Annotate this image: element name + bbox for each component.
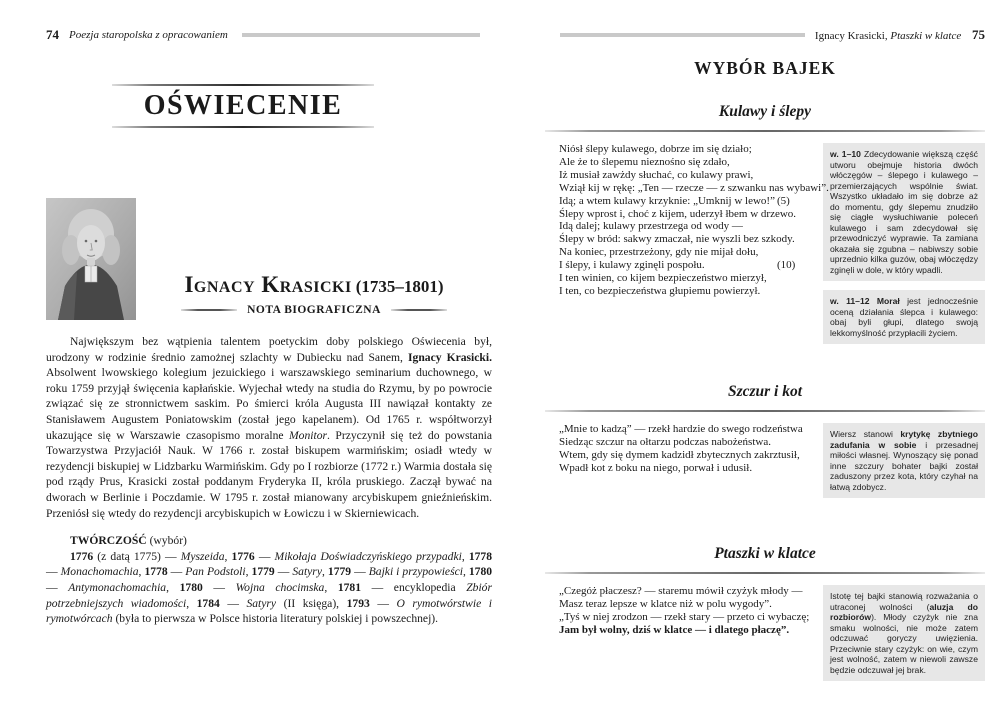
right-page-header (545, 28, 985, 42)
running-head-author: Ignacy Krasicki, (814, 30, 888, 42)
text-segment: w. 1–10 (830, 149, 864, 159)
text-segment: , (186, 596, 197, 610)
text-segment: 1779 (327, 565, 352, 579)
header-rule (560, 33, 805, 37)
poem-line-text: I ten, co bezpieczeństwa głupiemu powierzył. (559, 284, 761, 297)
fable-rule (545, 130, 985, 132)
text-segment: — (167, 565, 186, 579)
poem-line-text: I ten winien, co kijem bezpieczeństwo mierzył, (559, 272, 767, 285)
fable-title: Szczur i kot (727, 383, 803, 400)
biography-paragraph (46, 334, 492, 521)
text-segment: 1779 (251, 565, 275, 579)
text-segment: , (245, 565, 252, 579)
poem-line-text: Idą dalej; kulawy przestrzega od wody — (559, 220, 743, 233)
page-number: 75 (972, 27, 985, 42)
margin-notes (823, 423, 985, 507)
text-segment: . Przyczynił się też do powstania Towarzystwa Przyjaciół Nauk. W 1766 r. został biskupem warmińskim; osiadł wtedy w rezydencji biskupiej w Lidzbarku Warmińskim. Gdy po I rozbiorze (1772 r.) Warmia dostała się pod rządy Prus, Krasicki został poddanym Fryderyka II, króla pruskiego. Zaczął bywać na dworach w Berlinie i Poczdamie. W 1795 r. został mianowany arcybiskupem gnieźnieńskim. Przeniósł się wtedy do rezydencji arcybiskupich w Łowiczu i w Skierniewicach. (46, 428, 492, 520)
text-segment: — (46, 580, 69, 594)
text-segment: krytykę zbytniego zadufania w sobie (830, 429, 978, 450)
text-segment: 1778 (468, 549, 493, 563)
works-list (46, 549, 492, 627)
author-name-line (136, 272, 492, 298)
running-head (815, 27, 985, 43)
author-name: Ignacy Krasicki (184, 272, 352, 297)
poem-line (559, 436, 815, 449)
right-page (545, 28, 985, 690)
chapter-title: OŚWIECENIE (143, 90, 343, 121)
text-segment: — (202, 580, 236, 594)
text-segment: Monitor (289, 428, 328, 442)
text-segment: — (46, 565, 61, 579)
header-rule (242, 33, 480, 37)
works-heading (46, 533, 492, 549)
text-segment: Istotę tej bajki stanowią rozważania o utraconej wolności ( (830, 591, 978, 612)
section-title: WYBÓR BAJEK (694, 58, 836, 78)
poem-line-text: „Mnie to kadzą” — rzekł hardzie do swego rodzeństwa (559, 423, 803, 435)
author-block (136, 198, 492, 320)
chapter-rule-top (112, 84, 374, 86)
fable-rule (545, 572, 985, 574)
text-segment: 1781 (337, 580, 362, 594)
poem-line (559, 423, 815, 436)
poem-line-text: Iż musiał zawżdy słuchać, co kulawy prawi, (559, 168, 754, 181)
fable-body (545, 423, 985, 507)
poem-line (559, 624, 815, 637)
poem-line (559, 585, 815, 598)
book-title: Poezja staropolska z opracowaniem (69, 29, 228, 41)
text-segment: jest jednocześnie oceną działania ślepca i kulawego: obaj byli głupi, dlatego swoją lekkomyślność przypłacili życiem. (830, 296, 978, 338)
author-years: (1735–1801) (355, 277, 444, 296)
text-segment: (wybór) (146, 534, 187, 548)
margin-notes (823, 143, 985, 353)
poem-line (559, 208, 815, 221)
poem (545, 585, 815, 637)
text-segment: Zbiór potrzebniejszych wiadomości (46, 580, 492, 610)
fable-body (545, 143, 985, 353)
margin-note (823, 143, 985, 281)
poem-line-text: Wtem, gdy się dymem kadzidł zbytecznych zakrztusił, (559, 448, 800, 461)
text-segment: i przesadnej miłości własnej. Wynoszący się ponad inne szczury bohater bajki został zaduszony przez kota, który czyhał na łatwą zdobycz. (830, 439, 978, 492)
poem-line (559, 285, 815, 298)
poem-line-text: „Tyś w niej zrodzon — rzekł stary — przeto ci wybaczę; (559, 610, 810, 623)
poem (545, 423, 815, 475)
text-segment: , (461, 549, 469, 563)
krasicki-portrait (46, 198, 136, 320)
poem-line-text: Niósł ślepy kulawego, dobrze im się działo; (559, 143, 752, 155)
dash-rule-right (391, 309, 447, 311)
text-segment: , (324, 580, 338, 594)
text-segment: Zdecydowanie większą część utworu obejmuje historia dwóch włóczęgów – ślepego i kulawego – przemierzających wspólnie świat. Wszystko układało im się dobrze aż do momentu, gdy ślepemu znudziło się ciągłe wysłuchiwanie poleceń kulawego i sam zdecydował się przewodniczyć wyprawie. Ta zamiana okazała się zgubna – nabiwszy sobie uprzednio kilka guzów, obaj włóczędzy zginęli w dole, w który wpadli. (830, 149, 978, 275)
poem-line-text: Ślepy w bród: sakwy zmaczał, nie wyszli bez szkody. (559, 233, 795, 246)
fable-title: Ptaszki w klatce (714, 545, 816, 562)
poem-line (559, 181, 829, 195)
margin-note (823, 290, 985, 344)
poem-line (559, 195, 815, 208)
poem-line (559, 462, 815, 475)
poem-line-text: I ślepy, i kulawy zginęli pospołu. (559, 259, 705, 272)
poem-line-text: Na koniec, przestrzeżony, gdy nie mijał dołu, (559, 246, 759, 259)
poem-line-text: Wziął kij w rękę: „Ten — rzecze — z szwanku nas wybawi”. (559, 181, 829, 194)
text-segment: Wojna chocimska (235, 580, 325, 594)
verse-number: (5) (777, 194, 790, 207)
page-number: 74 (46, 27, 59, 42)
nota-biograficzna-row (136, 304, 492, 316)
text-segment: Myszeida (180, 549, 225, 563)
poem-line (559, 598, 815, 611)
text-segment: , (166, 580, 180, 594)
text-segment: — (351, 565, 369, 579)
poem-line-text: Siedząc szczur na ołtarzu podczas nabożeństwa. (559, 435, 771, 448)
dash-rule-left (181, 309, 237, 311)
poem-line (559, 220, 815, 233)
poem-line-text: Ślepy wprost i, choć z kijem, uderzył łbem w drzewo. (559, 207, 797, 220)
fable-rule (545, 410, 985, 412)
fable-szczur-i-kot (545, 383, 985, 507)
text-segment: (II księga), (276, 596, 347, 610)
poem-line (559, 611, 815, 624)
poem-line (559, 449, 815, 462)
fable-body (545, 585, 985, 690)
text-segment: ). Młody czyżyk nie zna smaku wolności, nie może zatem odczuwać goryczy uwięzienia. Przeciwnie stary czyżyk: on wie, czym jest wolność, zatem w niewoli zawsze będzie odczuwał jej brak. (830, 612, 978, 675)
text-segment: — (369, 596, 397, 610)
text-segment: Wiersz stanowi (830, 429, 901, 439)
poem-line (559, 233, 815, 246)
portrait-image (46, 198, 136, 320)
text-segment: — encyklopedia (361, 580, 467, 594)
text-segment: Absolwent lwowskiego kolegium jezuickiego i warszawskiego seminarium duchownego, w roku 1759 przyjął święcenia kapłańskie. Wyjechał wtedy na studia do Rzymu, by po powrocie związać się ze stronnictwem saskim. Po śmierci króla Augusta III nawiązał kontakty ze Stanisławem Augustem Poniatowskim (został jego kapelanem). Od 1765 r. współtworzył ukazujące się w Warszawie czasopismo moralne (46, 366, 492, 442)
running-head-work: Ptaszki w klatce (890, 30, 962, 42)
margin-note (823, 423, 985, 498)
chapter-rule-bottom (112, 126, 374, 128)
left-page (46, 28, 492, 627)
text-segment: 1776 (70, 549, 94, 563)
nota-biograficzna-label: NOTA BIOGRAFICZNA (247, 304, 381, 316)
poem-line-text: Ale że to ślepemu nieznośno się zdało, (559, 155, 730, 168)
left-page-header (46, 28, 492, 42)
text-segment: Satyry (292, 565, 322, 579)
text-segment: 1780 (179, 580, 203, 594)
text-segment: Pan Podstoli (185, 565, 246, 579)
text-segment: Satyry (246, 596, 277, 610)
poem-line (559, 246, 815, 259)
text-segment: , (138, 565, 145, 579)
poem-line (559, 169, 815, 182)
poem (545, 143, 829, 298)
poem-line-text: Jam był wolny, dziś w klatce — i dlatego płaczę”. (559, 623, 790, 636)
poem-line-text: Wpadł kot z boku na niego, porwał i udusił. (559, 461, 753, 474)
text-segment: , (224, 549, 232, 563)
text-segment: 1778 (144, 565, 168, 579)
poem-line (559, 259, 815, 272)
text-segment: 1793 (346, 596, 370, 610)
fable-ptaszki-w-klatce (545, 545, 985, 690)
text-segment: aluzja do rozbiorów (830, 601, 978, 622)
text-segment: (była to pierwsza w Polsce historia literatury polskiej i powszechnej). (112, 612, 439, 626)
text-segment: — (274, 565, 293, 579)
text-segment: Ignacy Krasicki. (408, 350, 492, 364)
poem-line (559, 272, 815, 285)
margin-notes (823, 585, 985, 690)
text-segment: , (321, 565, 328, 579)
text-segment: Monachomachia (60, 565, 139, 579)
text-segment: TWÓRCZOŚĆ (70, 534, 147, 548)
text-segment: 1780 (468, 565, 493, 579)
poem-line-text: Idą; a wtem kulawy krzyknie: „Umknij w lewo!” (559, 194, 775, 207)
fable-kulawy-i-slepy (545, 103, 985, 353)
fable-title: Kulawy i ślepy (718, 103, 812, 120)
text-segment: 1776 (231, 549, 255, 563)
margin-note (823, 585, 985, 681)
text-segment: 1784 (196, 596, 220, 610)
text-segment: — (254, 549, 275, 563)
text-segment: w. 11–12 Morał (830, 296, 908, 306)
text-segment: (z datą 1775) — (93, 549, 181, 563)
author-header (46, 198, 492, 320)
text-segment: Mikołaja Doświadczyńskiego przypadki (274, 549, 462, 563)
text-segment: Największym bez wątpienia talentem poetyckim doby polskiego Oświecenia był, urodzony w rodzinie średnio zamożnej szlachty w Dubiecku nad Sanem, (46, 335, 492, 364)
text-segment: Antymonachomachia (68, 580, 167, 594)
text-segment: O rymotwórstwie i rymotwórcach (46, 596, 492, 626)
poem-line-text: Masz teraz lepsze w klatce niż w polu wygody”. (559, 597, 772, 610)
poem-line-text: „Czegóż płaczesz? — staremu mówił czyżyk młody — (559, 585, 803, 597)
chapter-title-block (112, 84, 374, 128)
poem-line (559, 156, 815, 169)
text-segment: — (219, 596, 247, 610)
text-segment: , (462, 565, 469, 579)
poem-line (559, 143, 815, 156)
text-segment: Bajki i przypowieści (368, 565, 463, 579)
verse-number: (10) (777, 259, 796, 272)
